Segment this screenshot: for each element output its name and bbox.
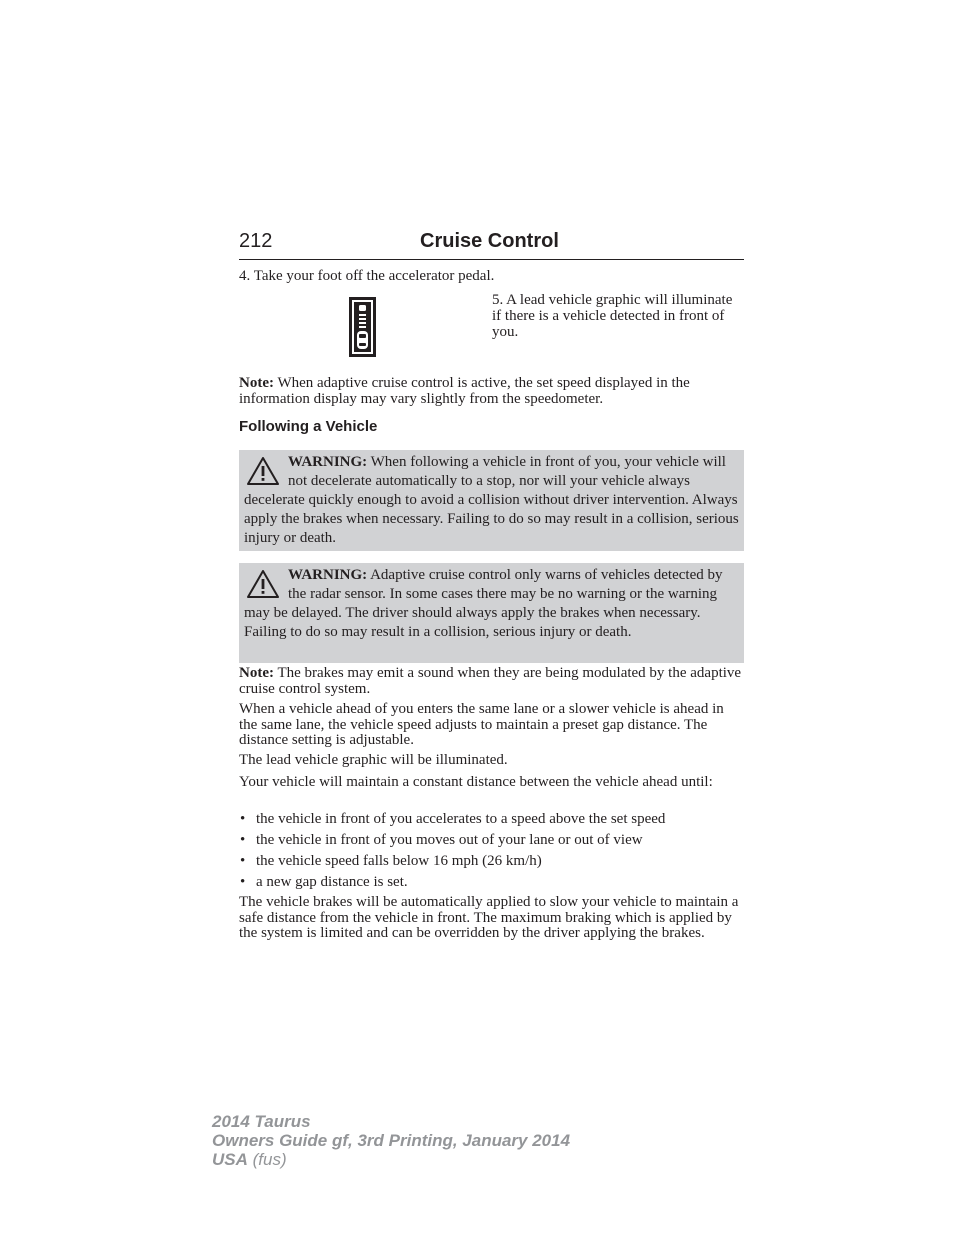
warning-triangle-icon	[246, 569, 280, 599]
step-5: 5. A lead vehicle graphic will illuminate if there is a vehicle detected in front of you.	[492, 292, 733, 340]
warning-triangle-icon	[246, 456, 280, 486]
paragraph: The lead vehicle graphic will be illuminated.	[239, 752, 508, 768]
bullet-marker: •	[240, 853, 246, 869]
paragraph: The vehicle brakes will be automatically applied to slow your vehicle to maintain a safe distance from the vehicle in front. The maximum braking which is applied by the system is limited and can be overridden by the driver applying the brakes.	[239, 894, 739, 941]
warning-text: Adaptive cruise control only warns of vehicles detected by the radar sensor. In some cases there may be no warning or the warning may be delayed. The driver should always apply the brakes when necessary. Failing to do so may result in a collision, serious injury or death.	[244, 567, 723, 640]
bullet-marker: •	[240, 832, 246, 848]
bullet-marker: •	[240, 811, 246, 827]
page-header	[239, 228, 744, 260]
list-item-text: a new gap distance is set.	[256, 874, 408, 890]
chapter-title: Cruise Control	[420, 230, 559, 252]
list-item-text: the vehicle speed falls below 16 mph (26 km/h)	[256, 853, 542, 869]
page-footer	[212, 1112, 570, 1169]
bullet-list	[239, 811, 744, 895]
step-4: 4. Take your foot off the accelerator pedal.	[239, 268, 495, 284]
note-set-speed	[239, 376, 744, 407]
warning-box	[239, 563, 744, 663]
lead-vehicle-graphic-icon	[349, 297, 376, 357]
list-item-text: the vehicle in front of you accelerates to a speed above the set speed	[256, 811, 666, 827]
note-label: Note:	[239, 665, 274, 681]
footer-region-suffix: (fus)	[247, 1150, 287, 1169]
footer-printing: Owners Guide gf, 3rd Printing, January 2014	[212, 1131, 571, 1150]
warning-label: WARNING:	[288, 454, 368, 470]
list-item	[239, 811, 744, 832]
list-item	[239, 853, 744, 874]
warning-label: WARNING:	[288, 567, 368, 583]
footer-region	[212, 1150, 570, 1169]
section-heading: Following a Vehicle	[239, 418, 378, 435]
warning-box	[239, 450, 744, 551]
list-item-text: the vehicle in front of you moves out of your lane or out of view	[256, 832, 643, 848]
note-label: Note:	[239, 375, 274, 391]
note-text: When adaptive cruise control is active, the set speed displayed in the information display may vary slightly from the speedometer.	[239, 375, 690, 407]
paragraph: When a vehicle ahead of you enters the same lane or a slower vehicle is ahead in the same lane, the vehicle speed adjusts to maintain a preset gap distance. The distance setting is adjustable.	[239, 701, 724, 748]
warning-text: When following a vehicle in front of you, your vehicle will not decelerate automatically to a stop, nor will your vehicle always decelerate quickly enough to avoid a collision without driver intervention. Always apply the brakes when necessary. Failing to do so may result in a collision, serious injury or death.	[244, 454, 739, 546]
paragraph: Your vehicle will maintain a constant distance between the vehicle ahead until:	[239, 774, 713, 790]
page-number: 212	[239, 230, 273, 252]
footer-model: 2014 Taurus	[212, 1112, 311, 1131]
list-item	[239, 832, 744, 853]
footer-region-main: USA	[212, 1150, 248, 1169]
bullet-marker: •	[240, 874, 246, 890]
note-brake-sound	[239, 666, 744, 697]
list-item	[239, 874, 744, 895]
note-text: The brakes may emit a sound when they are being modulated by the adaptive cruise control system.	[239, 665, 742, 697]
